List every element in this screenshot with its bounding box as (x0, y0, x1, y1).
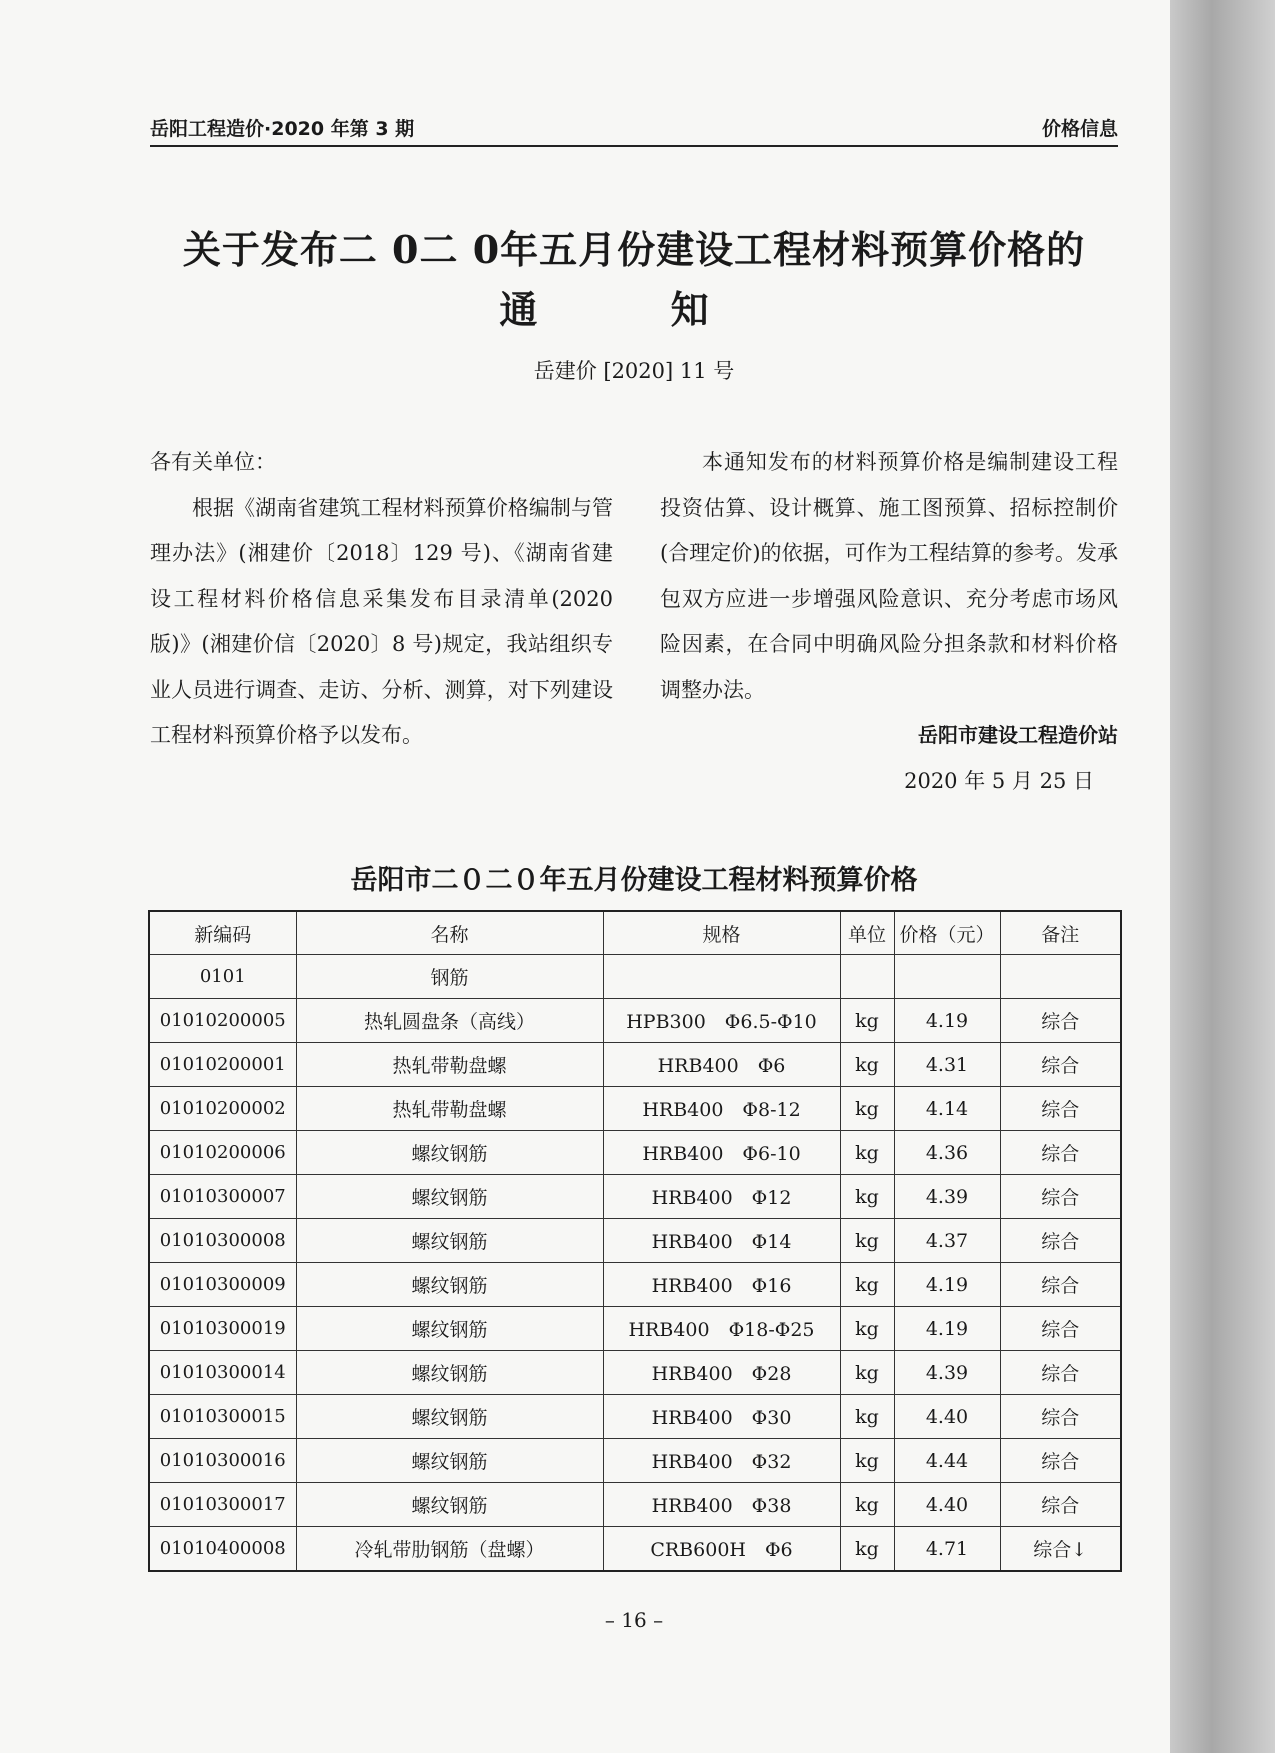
code-cell: 01010400008 (149, 1527, 296, 1572)
note-cell: 综合 (1000, 1307, 1121, 1351)
price-cell: 4.37 (894, 1219, 1000, 1263)
name-cell: 冷轧带肋钢筋（盘螺） (296, 1527, 603, 1572)
issue-date: 2020 年 5 月 25 日 (904, 768, 1094, 793)
unit-cell: kg (840, 1307, 894, 1351)
table-row (149, 1395, 1121, 1439)
spec-cell: HPB300 Φ6.5-Φ10 (603, 999, 840, 1043)
code-cell: 01010300008 (149, 1219, 296, 1263)
table-row (149, 1351, 1121, 1395)
table-row (149, 1043, 1121, 1087)
code-cell: 01010200005 (149, 999, 296, 1043)
price-cell: 4.19 (894, 999, 1000, 1043)
column-header: 备注 (1000, 911, 1121, 955)
name-cell: 热轧带勒盘螺 (296, 1087, 603, 1131)
column-header: 名称 (296, 911, 603, 955)
table-row (149, 999, 1121, 1043)
unit-cell: kg (840, 1483, 894, 1527)
price-table (148, 910, 1122, 1572)
table-row (149, 1131, 1121, 1175)
unit-cell: kg (840, 1043, 894, 1087)
body-right-column (660, 440, 1118, 804)
note-cell (1000, 955, 1121, 999)
price-cell: 4.39 (894, 1175, 1000, 1219)
table-row (149, 955, 1121, 999)
note-cell: 综合↓ (1000, 1527, 1121, 1572)
spec-cell: HRB400 Φ32 (603, 1439, 840, 1483)
price-cell: 4.40 (894, 1395, 1000, 1439)
spec-cell: HRB400 Φ30 (603, 1395, 840, 1439)
spec-cell: HRB400 Φ6 (603, 1043, 840, 1087)
code-cell: 01010200001 (149, 1043, 296, 1087)
table-row (149, 1263, 1121, 1307)
note-cell: 综合 (1000, 1219, 1121, 1263)
name-cell: 螺纹钢筋 (296, 1439, 603, 1483)
salutation: 各有关单位： (150, 450, 276, 474)
note-cell: 综合 (1000, 1395, 1121, 1439)
table-row (149, 1527, 1121, 1572)
unit-cell: kg (840, 1263, 894, 1307)
price-cell: 4.19 (894, 1263, 1000, 1307)
table-row (149, 1307, 1121, 1351)
price-cell (894, 955, 1000, 999)
spec-cell: HRB400 Φ38 (603, 1483, 840, 1527)
table-row (149, 1219, 1121, 1263)
unit-cell: kg (840, 1395, 894, 1439)
unit-cell (840, 955, 894, 999)
body-left-column (150, 440, 613, 759)
name-cell: 螺纹钢筋 (296, 1307, 603, 1351)
name-cell: 螺纹钢筋 (296, 1483, 603, 1527)
price-cell: 4.14 (894, 1087, 1000, 1131)
unit-cell: kg (840, 1351, 894, 1395)
name-cell: 钢筋 (296, 955, 603, 999)
unit-cell: kg (840, 1527, 894, 1572)
name-cell: 热轧圆盘条（高线） (296, 999, 603, 1043)
unit-cell: kg (840, 1131, 894, 1175)
spec-cell: CRB600H Φ6 (603, 1527, 840, 1572)
name-cell: 螺纹钢筋 (296, 1263, 603, 1307)
body-paragraph-1: 根据《湖南省建筑工程材料预算价格编制与管理办法》(湘建价〔2018〕129 号)、《湖南省建设工程材料价格信息采集发布目录清单(2020 版)》(湘建价信〔2020〕8 号)规定，我站组织专业人员进行调查、走访、分析、测算，对下列建设工程材料预算价格予以发布。 (150, 495, 613, 747)
unit-cell: kg (840, 1439, 894, 1483)
spec-cell: HRB400 Φ28 (603, 1351, 840, 1395)
code-cell: 01010300007 (149, 1175, 296, 1219)
note-cell: 综合 (1000, 1439, 1121, 1483)
code-cell: 01010300016 (149, 1439, 296, 1483)
code-cell: 01010300014 (149, 1351, 296, 1395)
code-cell: 01010200006 (149, 1131, 296, 1175)
unit-cell: kg (840, 1219, 894, 1263)
note-cell: 综合 (1000, 1175, 1121, 1219)
code-cell: 01010300015 (149, 1395, 296, 1439)
table-row (149, 1175, 1121, 1219)
table-header-row (149, 911, 1121, 955)
code-cell: 0101 (149, 955, 296, 999)
price-cell: 4.44 (894, 1439, 1000, 1483)
spec-cell: HRB400 Φ18-Φ25 (603, 1307, 840, 1351)
running-header (150, 114, 1118, 141)
note-cell: 综合 (1000, 1087, 1121, 1131)
table-row (149, 1483, 1121, 1527)
notice-title-line1: 关于发布二 0二 0年五月份建设工程材料预算价格的 (182, 227, 1086, 272)
table-row (149, 1087, 1121, 1131)
journal-issue: 岳阳工程造价·2020 年第 3 期 (150, 118, 415, 140)
code-cell: 01010300009 (149, 1263, 296, 1307)
price-cell: 4.40 (894, 1483, 1000, 1527)
scan-edge-shadow (1170, 0, 1275, 1753)
name-cell: 螺纹钢筋 (296, 1219, 603, 1263)
price-cell: 4.39 (894, 1351, 1000, 1395)
price-cell: 4.71 (894, 1527, 1000, 1572)
code-cell: 01010200002 (149, 1087, 296, 1131)
price-cell: 4.31 (894, 1043, 1000, 1087)
unit-cell: kg (840, 1175, 894, 1219)
note-cell: 综合 (1000, 1263, 1121, 1307)
name-cell: 螺纹钢筋 (296, 1351, 603, 1395)
code-cell: 01010300017 (149, 1483, 296, 1527)
note-cell: 综合 (1000, 1483, 1121, 1527)
column-header: 单位 (840, 911, 894, 955)
spec-cell: HRB400 Φ12 (603, 1175, 840, 1219)
name-cell: 螺纹钢筋 (296, 1131, 603, 1175)
name-cell: 螺纹钢筋 (296, 1175, 603, 1219)
table-title: 岳阳市二０二０年五月份建设工程材料预算价格 (350, 865, 918, 896)
section-name: 价格信息 (1041, 118, 1118, 140)
body-paragraph-2: 本通知发布的材料预算价格是编制建设工程投资估算、设计概算、施工图预算、招标控制价(合理定价)的依据，可作为工程结算的参考。发承包双方应进一步增强风险意识、充分考虑市场风险因素，在合同中明确风险分担条款和材料价格调整办法。 (660, 450, 1118, 702)
price-cell: 4.19 (894, 1307, 1000, 1351)
column-header: 规格 (603, 911, 840, 955)
price-cell: 4.36 (894, 1131, 1000, 1175)
note-cell: 综合 (1000, 1043, 1121, 1087)
spec-cell: HRB400 Φ16 (603, 1263, 840, 1307)
name-cell: 热轧带勒盘螺 (296, 1043, 603, 1087)
unit-cell: kg (840, 1087, 894, 1131)
note-cell: 综合 (1000, 1131, 1121, 1175)
signature: 岳阳市建设工程造价站 (918, 723, 1118, 747)
page-number: – 16 – (604, 1608, 664, 1632)
spec-cell: HRB400 Φ14 (603, 1219, 840, 1263)
unit-cell: kg (840, 999, 894, 1043)
column-header: 价格（元） (894, 911, 1000, 955)
column-header: 新编码 (149, 911, 296, 955)
code-cell: 01010300019 (149, 1307, 296, 1351)
note-cell: 综合 (1000, 999, 1121, 1043)
note-cell: 综合 (1000, 1351, 1121, 1395)
document-number: 岳建价 [2020] 11 号 (533, 359, 735, 383)
header-rule (150, 145, 1118, 147)
name-cell: 螺纹钢筋 (296, 1395, 603, 1439)
notice-title-line2: 通 知 (499, 287, 769, 332)
spec-cell: HRB400 Φ6-10 (603, 1131, 840, 1175)
spec-cell (603, 955, 840, 999)
spec-cell: HRB400 Φ8-12 (603, 1087, 840, 1131)
table-row (149, 1439, 1121, 1483)
